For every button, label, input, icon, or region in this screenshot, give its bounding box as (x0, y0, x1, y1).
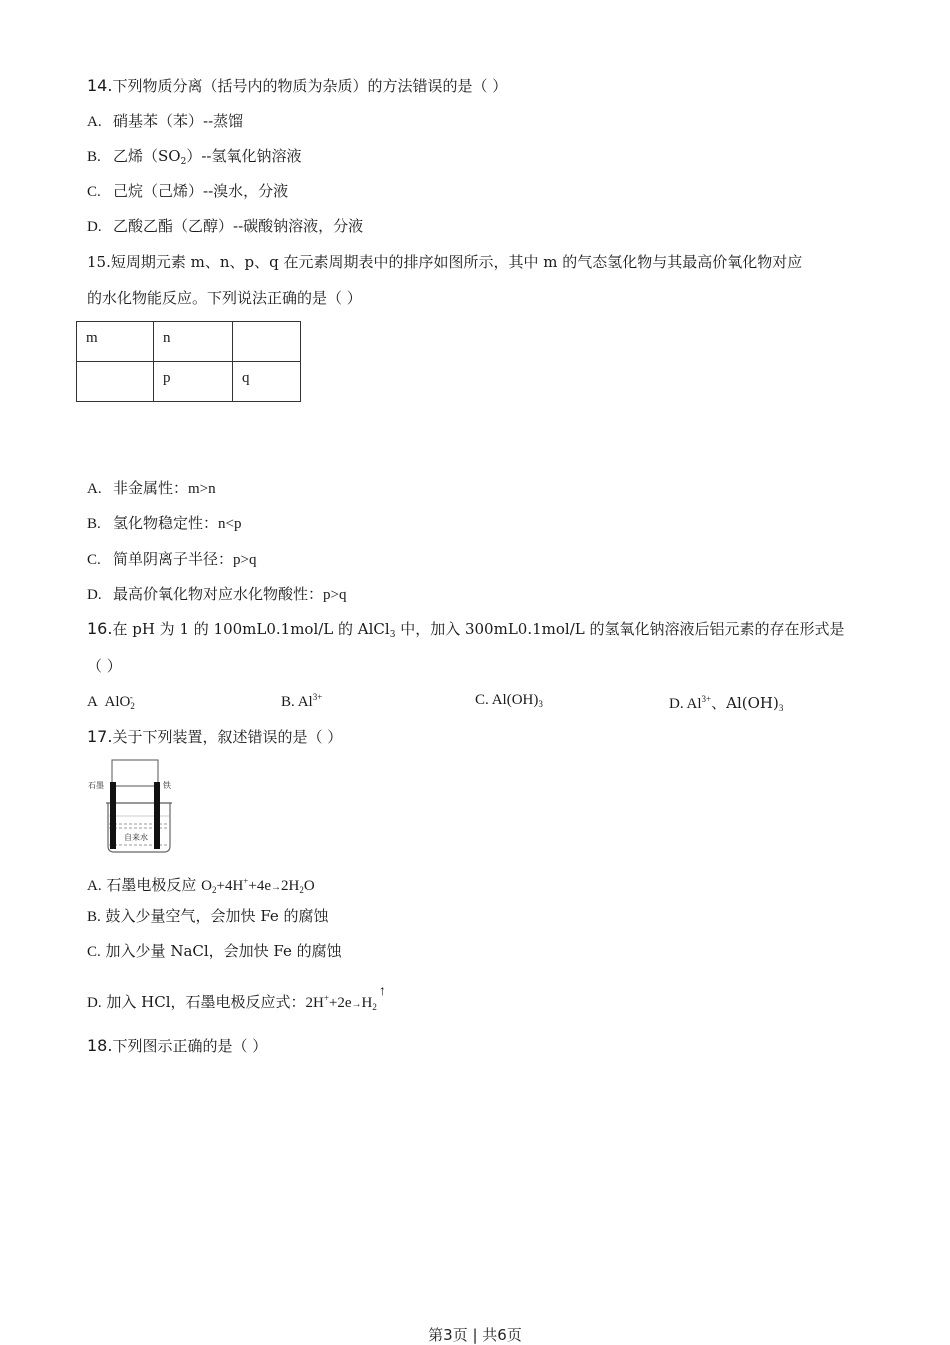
q16-option-c: C. $Al(OH)_3$ (475, 692, 543, 709)
table-cell (77, 362, 154, 402)
table-cell: n (154, 322, 233, 362)
beaker-electrodes-diagram (88, 758, 178, 856)
q17-option-a: A. 石墨电极反应 $O_2+4H^++4e\to 2H_2O$ (87, 876, 315, 895)
q15-number: 15. (87, 253, 111, 271)
equation: $O_2+4H^++4e\to 2H_2O$ (201, 876, 315, 895)
q17-option-b: B. 鼓入少量空气，会加快 Fe 的腐蚀 (87, 907, 329, 925)
q16-option-d: D. $Al^{3+}$、$Al(OH)_3$ (669, 694, 784, 713)
periodic-table-fragment (76, 321, 301, 402)
q15-stem-line1: 15.短周期元素 m、n、p、q 在元素周期表中的排序如图所示，其中 m 的气态氢化物与其最高价氧化物对应 (87, 253, 803, 271)
table-row (77, 322, 301, 362)
q16-stem-line2: （ ） (87, 657, 122, 675)
table-cell: p (154, 362, 233, 402)
svg-text:铁: 铁 (163, 781, 171, 790)
q16-number: 16. (87, 619, 113, 638)
svg-text:自来水: 自来水 (124, 833, 148, 842)
q16-stem: 16.在 pH 为 1 的 100mL0.1mol/L 的 AlCl$_3$ 中，加入 300mL0.1mol/L 的氢氧化钠溶液后铝元素的存在形式是 (87, 619, 845, 640)
q15-option-a: A. 非金属性：m>n (87, 479, 216, 497)
svg-text:石墨: 石墨 (88, 781, 104, 790)
q17-stem: 17.关于下列装置，叙述错误的是（ ） (87, 727, 343, 746)
q14-option-a: A. 硝基苯（苯）--蒸馏 (87, 112, 244, 130)
table-cell: q (233, 362, 301, 402)
q14-stem (87, 76, 507, 96)
q15-option-b: B. 氢化物稳定性：n<p (87, 514, 242, 532)
electrochemistry-apparatus-figure (88, 758, 178, 856)
table-row (77, 362, 301, 402)
q17-option-c: C. 加入少量 NaCl，会加快 Fe 的腐蚀 (87, 942, 342, 960)
q14-option-b: B. 乙烯$(SO_2)--$氢氧化钠溶液 (87, 147, 302, 167)
q15-stem-line2: 的水化物能反应。下列说法正确的是（ ） (87, 289, 362, 307)
q14-option-c: C. 己烷（己烯）--溴水，分液 (87, 182, 289, 200)
table-cell: m (77, 322, 154, 362)
q14-number: 14. (87, 76, 113, 95)
q18-number: 18. (87, 1036, 113, 1055)
current-page: 3 (443, 1326, 453, 1344)
table-cell (233, 322, 301, 362)
equation: $2H^++2e\to H_2↑$ (305, 984, 386, 1012)
q14-stem-text: 下列物质分离（括号内的物质为杂质）的方法错误的是（ ） (112, 77, 508, 95)
q16-option-a: A AlO$_2$- (87, 692, 135, 711)
q17-number: 17. (87, 727, 113, 746)
page-footer: 第3页 | 共6页 (428, 1326, 522, 1344)
q15-option-c: C. 简单阴离子半径：p>q (87, 550, 257, 568)
q15-option-d: D. 最高价氧化物对应水化物酸性：p>q (87, 585, 347, 603)
q16-option-b: B. $Al^{3+}$ (281, 692, 323, 710)
q18-stem: 18.下列图示正确的是（ ） (87, 1036, 268, 1055)
total-pages: 6 (497, 1326, 507, 1344)
q14-option-d: D. 乙酸乙酯（乙醇）--碳酸钠溶液，分液 (87, 217, 364, 235)
q17-option-d: D. 加入 HCl，石墨电极反应式：$2H^++2e\to H_2↑$ (87, 984, 386, 1012)
